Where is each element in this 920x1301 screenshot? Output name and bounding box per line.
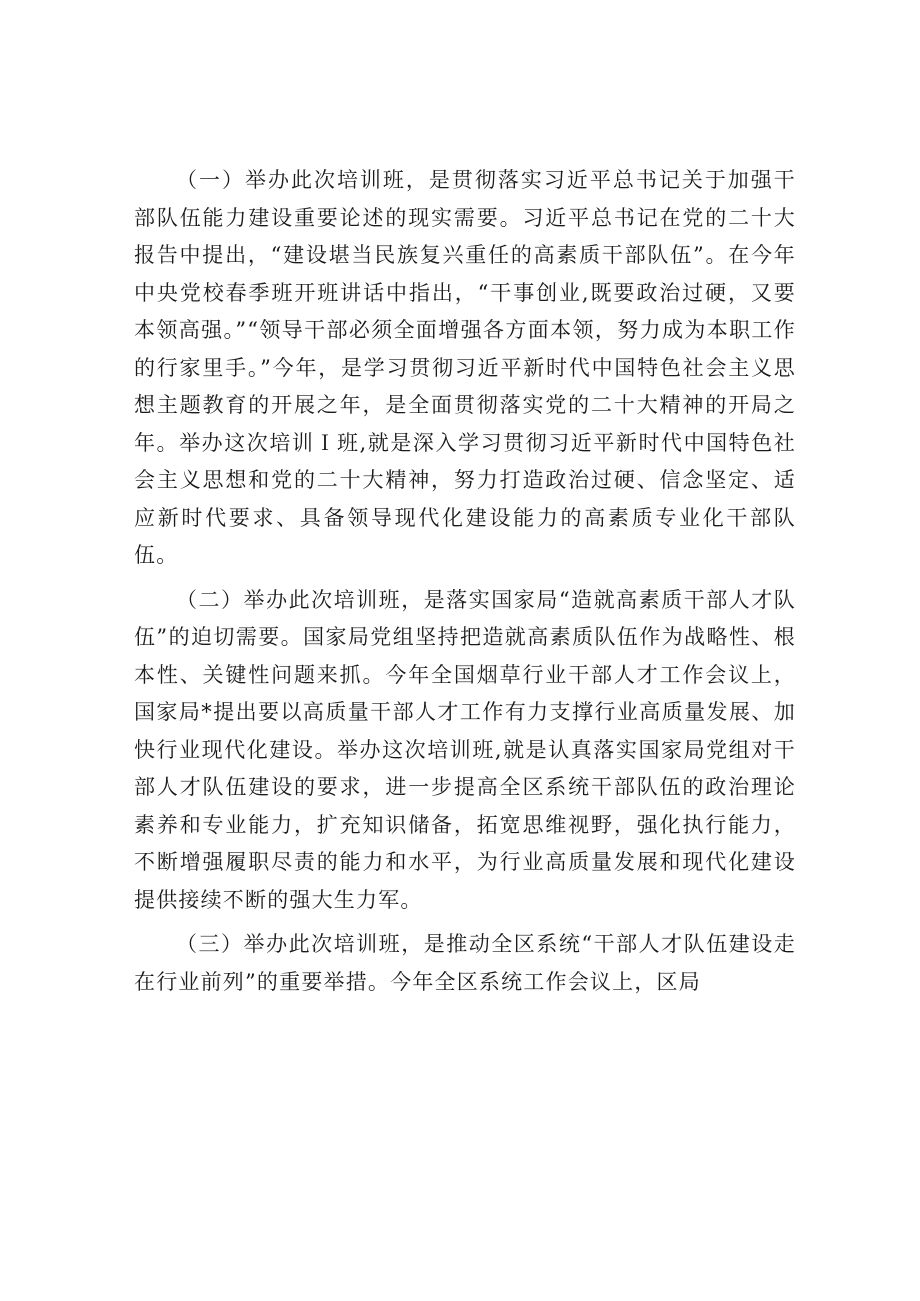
paragraph-2: （二）举办此次培训班，是落实国家局“造就高素质干部人才队伍”的迫切需要。国家局党组坚持把造就高素质队伍作为战略性、根本性、关键性问题来抓。今年全国烟草行业干部人才工作会议上，国家局*提出要以高质量干部人才工作有力支撑行业高质量发展、加快行业现代化建设。举办这次培训班,就是认真落实国家局党组对干部人才队伍建设的要求，进一步提高全区系统干部队伍的政治理论素养和专业能力，扩充知识储备，拓宽思维视野，强化执行能力，不断增强履职尽责的能力和水平，为行业高质量发展和现代化建设提供接续不断的强大生力军。 bbox=[134, 587, 796, 912]
paragraph-3: （三）举办此次培训班，是推动全区系统“干部人才队伍建设走在行业前列”的重要举措。今年全区系统工作会议上，区局 bbox=[134, 932, 796, 994]
paragraph-1: （一）举办此次培训班，是贯彻落实习近平总书记关于加强干部队伍能力建设重要论述的现实需要。习近平总书记在党的二十大报告中提出，“建设堪当民族复兴重任的高素质干部队伍”。在今年中央党校春季班开班讲话中指出，“干事创业,既要政治过硬，又要本领高强。”“领导干部必须全面增强各方面本领，努力成为本职工作的行家里手。”今年，是学习贯彻习近平新时代中国特色社会主义思想主题教育的开展之年，是全面贯彻落实党的二十大精神的开局之年。举办这次培训Ｉ班,就是深入学习贯彻习近平新时代中国特色社会主义思想和党的二十大精神，努力打造政治过硬、信念坚定、适应新时代要求、具备领导现代化建设能力的高素质专业化干部队伍。 bbox=[134, 168, 796, 567]
document-body bbox=[134, 162, 796, 1001]
